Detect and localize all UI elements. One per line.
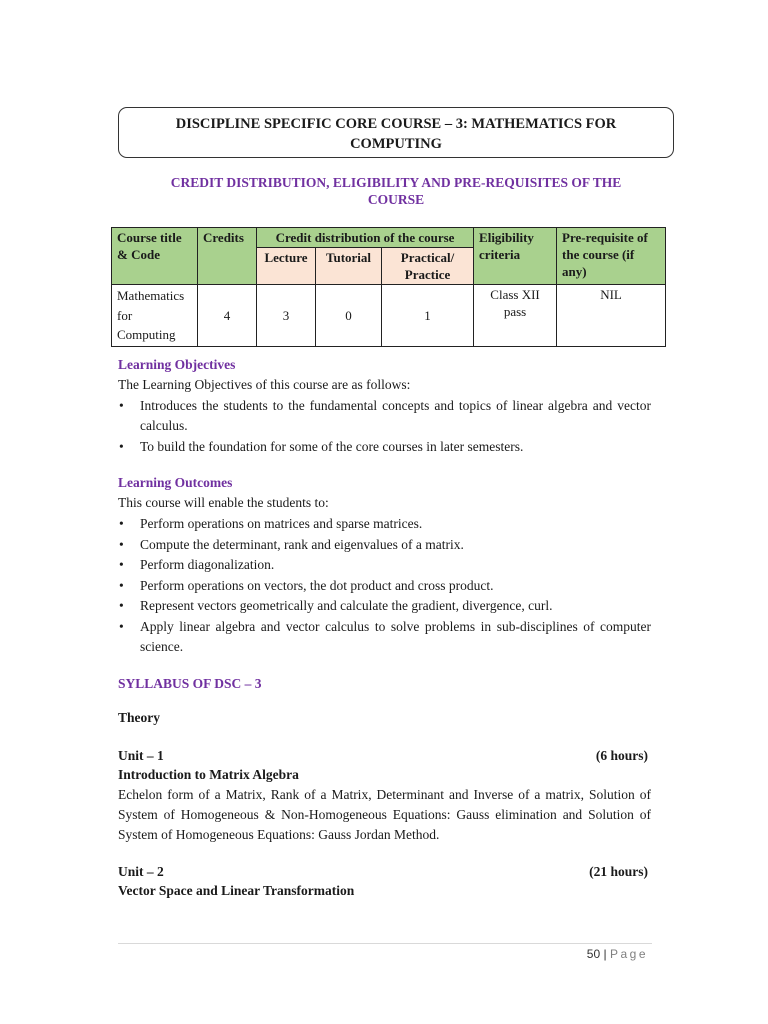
cell-practical: 1 bbox=[382, 285, 474, 347]
list-item: • To build the foundation for some of the core courses in later semesters. bbox=[118, 437, 651, 457]
header-prerequisite: Pre-requisite of the course (if any) bbox=[557, 228, 666, 285]
cell-prerequisite: NIL bbox=[557, 285, 666, 347]
unit-1-title: Introduction to Matrix Algebra bbox=[118, 767, 299, 782]
header-course-title: Course title & Code bbox=[112, 228, 198, 285]
learning-outcomes-intro: This course will enable the students to: bbox=[118, 495, 329, 510]
header-practical: Practical/ Practice bbox=[382, 248, 474, 285]
footer-separator: | bbox=[603, 947, 607, 961]
footer-divider bbox=[118, 943, 652, 944]
unit-2-hours: (21 hours) bbox=[589, 864, 648, 879]
list-item: • Compute the determinant, rank and eigenvalues of a matrix. bbox=[118, 535, 651, 555]
list-item: • Introduces the students to the fundamental concepts and topics of linear algebra and vector calculus. bbox=[118, 396, 651, 436]
page-number: 50 bbox=[586, 947, 601, 961]
header-lecture: Lecture bbox=[257, 248, 316, 285]
cell-lecture: 3 bbox=[257, 285, 316, 347]
course-title-box bbox=[118, 107, 674, 158]
list-item: • Apply linear algebra and vector calculus to solve problems in sub-disciplines of computer science. bbox=[118, 617, 651, 657]
table-row bbox=[112, 285, 666, 347]
credit-distribution-table bbox=[111, 227, 666, 347]
header-eligibility: Eligibility criteria bbox=[474, 228, 557, 285]
header-tutorial: Tutorial bbox=[316, 248, 382, 285]
cell-credits: 4 bbox=[198, 285, 257, 347]
learning-objectives-heading: Learning Objectives bbox=[118, 357, 236, 372]
unit-2-title: Vector Space and Linear Transformation bbox=[118, 883, 355, 898]
list-item: • Perform operations on vectors, the dot product and cross product. bbox=[118, 576, 651, 596]
learning-outcomes-heading: Learning Outcomes bbox=[118, 475, 233, 490]
table-header-row bbox=[112, 228, 666, 248]
page-label: Page bbox=[609, 947, 648, 961]
credit-distribution-heading: CREDIT DISTRIBUTION, ELIGIBILITY AND PRE-REQUISITES OF THE COURSE bbox=[170, 175, 622, 207]
list-item: • Represent vectors geometrically and calculate the gradient, divergence, curl. bbox=[118, 596, 651, 616]
theory-label: Theory bbox=[118, 710, 160, 725]
list-item: • Perform diagonalization. bbox=[118, 555, 651, 575]
course-title-line-1: DISCIPLINE SPECIFIC CORE COURSE – 3: MATHEMATICS FOR bbox=[175, 116, 617, 132]
learning-outcomes-list bbox=[118, 514, 651, 657]
list-item: • Perform operations on matrices and sparse matrices. bbox=[118, 514, 651, 534]
cell-eligibility: Class XII pass bbox=[474, 285, 557, 347]
page-footer bbox=[587, 947, 648, 961]
unit-2-label: Unit – 2 bbox=[118, 864, 164, 879]
header-credit-distribution: Credit distribution of the course bbox=[257, 228, 474, 248]
learning-objectives-list bbox=[118, 396, 651, 457]
syllabus-heading: SYLLABUS OF DSC – 3 bbox=[118, 676, 262, 691]
course-title-line-2: COMPUTING bbox=[350, 136, 442, 152]
cell-course-title: Mathematics for Computing bbox=[112, 285, 198, 347]
header-credits: Credits bbox=[198, 228, 257, 285]
unit-1-label: Unit – 1 bbox=[118, 748, 164, 763]
cell-tutorial: 0 bbox=[316, 285, 382, 347]
unit-1-body: Echelon form of a Matrix, Rank of a Matrix, Determinant and Inverse of a matrix, Solution of System of Homogeneous & Non-Homogeneous Equations: Gauss elimination and Solution of System of Homogeneous Equations: Gauss Jordan Method. bbox=[118, 787, 651, 842]
unit-1-hours: (6 hours) bbox=[595, 748, 648, 763]
learning-objectives-intro: The Learning Objectives of this course are as follows: bbox=[118, 377, 411, 392]
